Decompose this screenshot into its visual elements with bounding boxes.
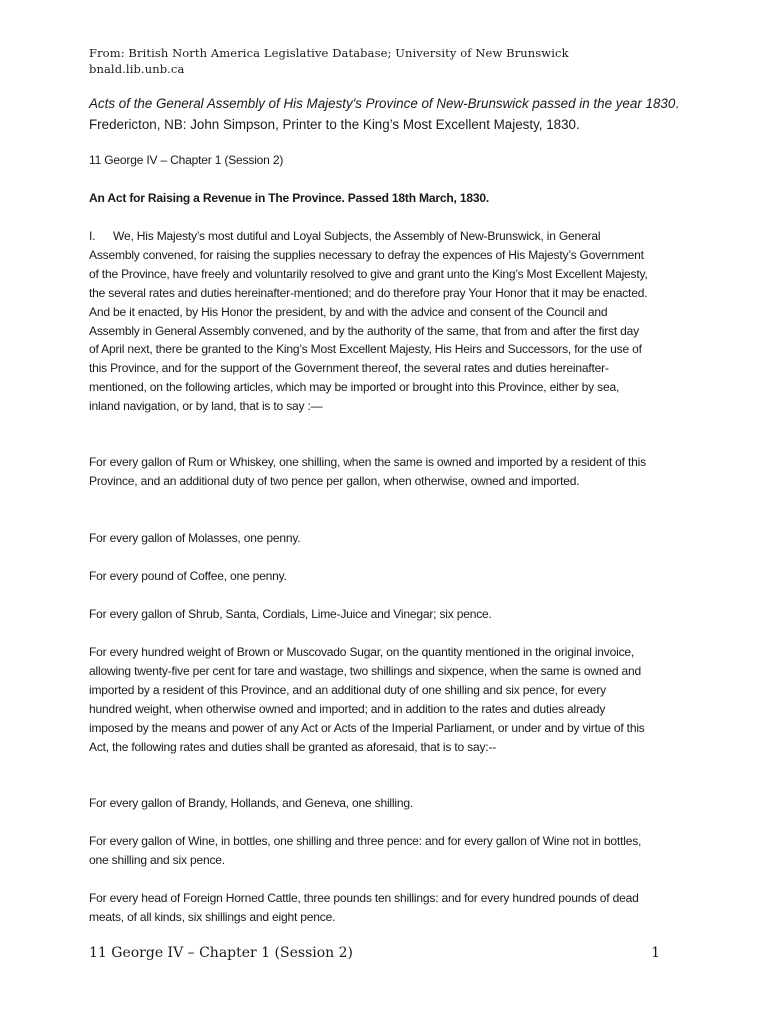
- citation-publisher: . Fredericton, NB: John Simpson, Printer to the King’s Most Excellent Majesty, 1830.: [89, 96, 680, 132]
- section-paragraph: [89, 227, 649, 416]
- act-title: An Act for Raising a Revenue in The Province. Passed 18th March, 1830.: [89, 191, 489, 205]
- source-attribution: [89, 45, 689, 77]
- footer-chapter: 11 George IV – Chapter 1 (Session 2): [89, 945, 353, 961]
- duty-paragraph-cattle: For every head of Foreign Horned Cattle, three pounds ten shillings: and for every hundred pounds of dead meats, of all kinds, six shillings and eight pence.: [89, 891, 639, 924]
- duty-paragraph-sugar: For every hundred weight of Brown or Muscovado Sugar, on the quantity mentioned in the original invoice, allowing twenty-five per cent for tare and wastage, two shillings and sixpence, when the same is owned and imported by a resident of this Province, and an additional duty of one shilling and six pence, for every hundred weight, when otherwise owned and imported; and in addition to the rates and duties already imposed by the means and power of any Act or Acts of the Imperial Parliament, or under and by virtue of this Act, the following rates and duties shall be granted as aforesaid, that is to say:--: [89, 645, 645, 754]
- section-number: I.: [89, 229, 96, 243]
- duty-paragraph-shrub: For every gallon of Shrub, Santa, Cordials, Lime-Juice and Vinegar; six pence.: [89, 607, 492, 621]
- section-text: We, His Majesty’s most dutiful and Loyal Subjects, the Assembly of New-Brunswick, in General Assembly convened, for raising the supplies necessary to defray the expences of His Majesty’s Government of the Province, have freely and voluntarily resolved to give and grant unto the King’s Most Excellent Majesty, the several rates and duties hereinafter-mentioned; and do therefore pray Your Honor that it may be enacted. And be it enacted, by His Honor the president, by and with the advice and consent of the Council and Assembly in General Assembly convened, and by the authority of the same, that from and after the first day of April next, there be granted to the King’s Most Excellent Majesty, His Heirs and Successors, for the use of this Province, and for the support of the Government thereof, the several rates and duties hereinafter-mentioned, on the following articles, which may be imported or brought into this Province, either by sea, inland navigation, or by land, that is to say :—: [89, 229, 648, 414]
- duty-paragraph-molasses: For every gallon of Molasses, one penny.: [89, 531, 301, 545]
- chapter-heading: 11 George IV – Chapter 1 (Session 2): [89, 153, 284, 167]
- source-url-line: bnald.lib.unb.ca: [89, 62, 185, 76]
- duty-paragraph-wine: For every gallon of Wine, in bottles, one shilling and three pence: and for every gallon of Wine not in bottles, one shilling and six pence.: [89, 834, 642, 867]
- duty-paragraph-brandy: For every gallon of Brandy, Hollands, and Geneva, one shilling.: [89, 796, 414, 810]
- duty-paragraph-coffee: For every pound of Coffee, one penny.: [89, 569, 287, 583]
- source-database-line: From: British North America Legislative Database; University of New Brunswick: [89, 46, 569, 60]
- citation-title: Acts of the General Assembly of His Majesty's Province of New-Brunswick passed in the year 1830: [89, 96, 676, 111]
- duty-paragraph-rum: For every gallon of Rum or Whiskey, one shilling, when the same is owned and imported by a resident of this Province, and an additional duty of two pence per gallon, when otherwise, owned and imported.: [89, 455, 646, 488]
- publication-citation: [89, 93, 689, 135]
- page-number: 1: [651, 945, 660, 961]
